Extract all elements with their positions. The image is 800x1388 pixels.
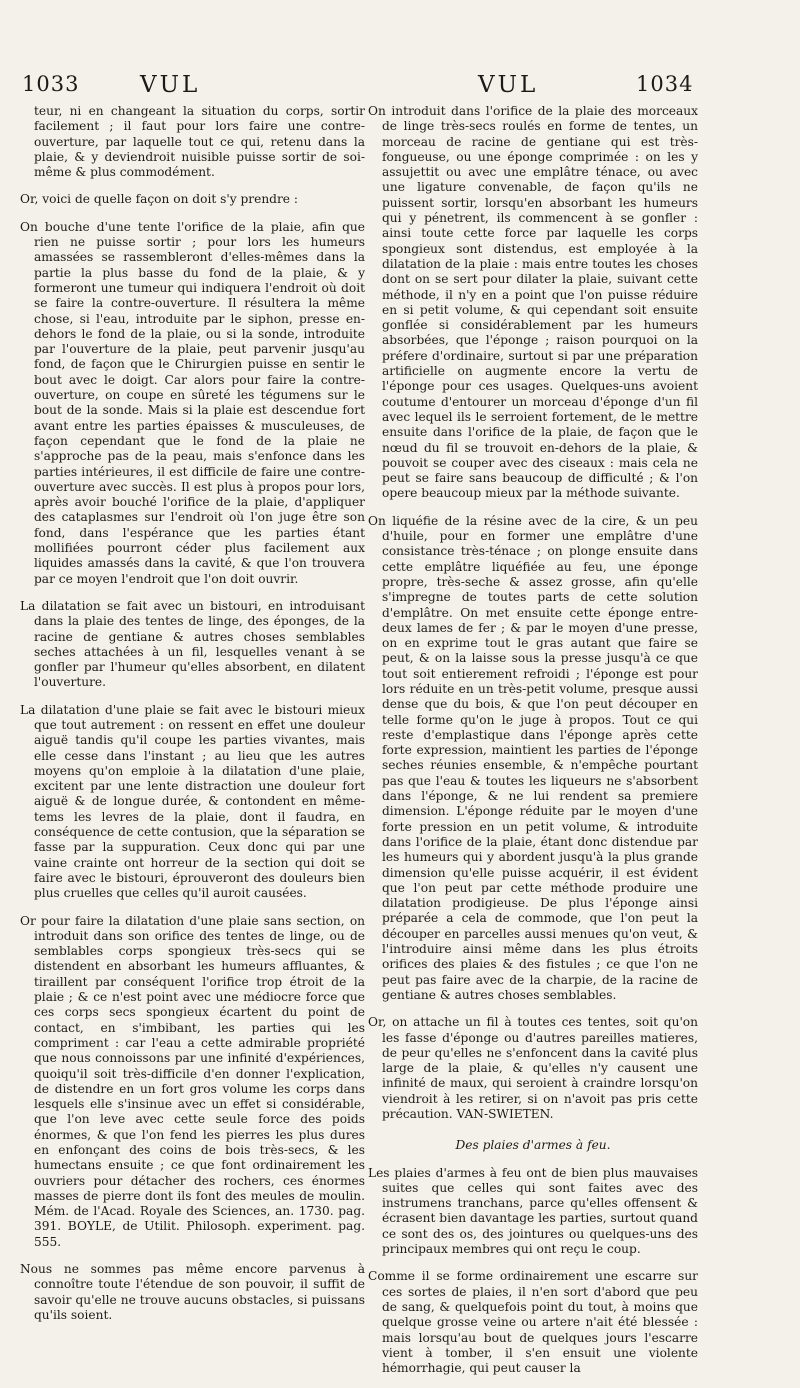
left-column	[20, 104, 365, 1335]
page-number-right: 1034	[636, 72, 694, 96]
paragraph: On liquéfie de la résine avec de la cire, & un peu d'huile, pour en former une emplâtre d'une consistance très-ténace ; on plonge ensuite dans cette emplâtre liquéfiée au feu, une éponge propre, très-seche & assez grosse, afin qu'elle s'impregne de toutes parts de cette solution d'emplâtre. On met ensuite cette éponge entre-deux lames de fer ; & par le moyen d'une presse, on en exprime tout le gras autant que faire se peut, & on la laisse sous la presse jusqu'à ce que tout soit entierement refroidi ; l'éponge est pour lors réduite en un très-petit volume, presque aussi dense que du bois, & que l'on peut découper en telle forme qu'on le juge à propos. Tout ce qui reste d'emplastique dans l'éponge après cette forte expression, maintient les parties de l'éponge seches réunies ensemble, & n'empêche pourtant pas que l'eau & toutes les liqueurs ne s'absorbent dans l'éponge, & ne lui rendent sa premiere dimension. L'éponge réduite par le moyen d'une forte pression en un petit volume, & introduite dans l'orifice de la plaie, étant donc distendue par les humeurs qui y abordent jusqu'à la plus grande dimension qu'elle puisse acquérir, il est évident que l'on peut par cette méthode produire une dilatation prodigieuse. De plus l'éponge ainsi préparée a cela de commode, que l'on peut la découper en parcelles aussi menues qu'on veut, & l'introduire ainsi même dans les plus étroits orifices des plaies & des fistules ; ce que l'on ne peut pas faire avec de la charpie, de la racine de gentiane & autres choses semblables.	[368, 513, 698, 1002]
section-heading: Des plaies d'armes à feu.	[455, 1138, 611, 1153]
paragraph: La dilatation se fait avec un bistouri, en introduisant dans la plaie des tentes de linge, des éponges, de la racine de gentiane & autres choses semblables seches attachées à un fil, lesquelles venant à se gonfler par l'humeur qu'elles absorbent, en dilatent l'ouverture.	[20, 598, 365, 690]
paragraph: Or, voici de quelle façon on doit s'y prendre :	[20, 192, 298, 207]
paragraph: La dilatation d'une plaie se fait avec le bistouri mieux que tout autrement : on ressent en effet une douleur aiguë tandis qu'il coupe les parties vivantes, mais elle cesse dans l'instant ; au lieu que les autres moyens qu'on emploie à la dilatation d'une plaie, excitent par une lente distraction une douleur fort aiguë & de longue durée, & contondent en même-tems les levres de la plaie, dont il faudra, en conséquence de cette contusion, que la séparation se fasse par la suppuration. Ceux donc qui par une vaine crainte ont horreur de la section qui doit se faire avec le bistouri, éprouveront des douleurs bien plus cruelles que celles qu'il auroit causées.	[20, 702, 365, 901]
right-column	[368, 104, 698, 1388]
paragraph: Comme il se forme ordinairement une escarre sur ces sortes de plaies, il n'en sort d'abord que peu de sang, & quelquefois point du tout, à moins que quelque grosse veine ou artere n'ait été blessée : mais lorsqu'au bout de quelques jours l'escarre vient à tomber, il s'en ensuit une violente hémorrhagie, qui peut causer la	[368, 1269, 698, 1376]
paragraph: Les plaies d'armes à feu ont de bien plus mauvaises suites que celles qui sont faites avec des instrumens tranchans, parce qu'elles offensent & écrasent bien davantage les parties, surtout quand ce sont des os, des jointures ou quelques-uns des principaux membres qui ont reçu le coup.	[368, 1165, 698, 1257]
page-number-left: 1033	[22, 72, 80, 96]
paragraph: teur, ni en changeant la situation du corps, sortir facilement ; il faut pour lors faire une contre-ouverture, par laquelle tout ce qui, retenu dans la plaie, & y deviendroit nuisible puisse sortir de soi-même & plus commodément.	[34, 104, 365, 180]
paragraph: On introduit dans l'orifice de la plaie des morceaux de linge très-secs roulés en forme de tentes, un morceau de racine de gentiane qui est très-fongueuse, ou une éponge comprimée : on les y assujettit ou avec une emplâtre ténace, ou avec une ligature convenable, de façon qu'ils ne puissent sortir, lorsqu'en absorbant les humeurs qui y pénetrent, ils commencent à se gonfler : ainsi toute cette force par laquelle les corps spongieux sont distendus, est employée à la dilatation de la plaie : mais entre toutes les choses dont on se sert pour dilater la plaie, suivant cette méthode, il n'y en a point que l'on puisse réduire en si petit volume, & qui cependant soit ensuite gonflée si considérablement par les humeurs absorbées, que l'éponge ; raison pourquoi on la préfere d'ordinaire, surtout si par une préparation artificielle on augmente encore la vertu de l'éponge pour ces usages. Quelques-uns avoient coutume d'entourer un morceau d'éponge d'un fil avec lequel ils le serroient fortement, de le mettre ensuite dans l'orifice de la plaie, de façon que le nœud du fil se trouvoit en-dehors de la plaie, & pouvoit se couper avec des ciseaux : mais cela ne peut se faire sans beaucoup de difficulté ; & l'on opere beaucoup mieux par la méthode suivante.	[368, 104, 698, 501]
running-title-left: VUL	[140, 72, 201, 98]
paragraph: Or, on attache un fil à toutes ces tentes, soit qu'on les fasse d'éponge ou d'autres pareilles matieres, de peur qu'elles ne s'enfoncent dans la cavité plus large de la plaie, & qu'elles n'y causent une infinité de maux, qui seroient à craindre lorsqu'on viendroit à les retirer, si on n'avoit pas pris cette précaution. VAN-SWIETEN.	[368, 1015, 698, 1121]
paragraph: Or pour faire la dilatation d'une plaie sans section, on introduit dans son orifice des tentes de linge, ou de semblables corps spongieux très-secs qui se distendent en absorbant les humeurs affluantes, & tiraillent par conséquent l'orifice trop étroit de la plaie ; & ce n'est point avec une médiocre force que ces corps secs spongieux écartent du point de contact, en s'imbibant, les parties qui les compriment : car l'eau a cette admirable propriété que nous connoissons par une infinité d'expériences, quoiqu'il soit très-difficile d'en donner l'explication, de distendre en un fort gros volume les corps dans lesquels elle s'insinue avec un effet si considérable, que l'on leve avec cette seule force des poids énormes, & que l'on fend les pierres les plus dures en enfonçant des coins de bois très-secs, & les humectans ensuite ; ce que font ordinairement les ouvriers pour détacher des rochers, ces énormes masses de pierre dont ils font des meules de moulin. Mém. de l'Acad. Royale des Sciences, an. 1730. pag. 391. BOYLE, de Utilit. Philosoph. experiment. pag. 555.	[20, 913, 365, 1249]
running-title-right: VUL	[478, 72, 539, 98]
paragraph: On bouche d'une tente l'orifice de la plaie, afin que rien ne puisse sortir ; pour lors les humeurs amassées se rassembleront d'elles-mêmes dans la partie la plus basse du fond de la plaie, & y formeront une tumeur qui indiquera l'endroit où doit se faire la contre-ouverture. Il résultera la même chose, si l'eau, introduite par le siphon, presse en-dehors le fond de la plaie, ou si la sonde, introduite par l'ouverture de la plaie, peut parvenir jusqu'au fond, de façon que le Chirurgien puisse en sentir le bout avec le doigt. Car alors pour faire la contre-ouverture, on coupe en sûreté les tégumens sur le bout de la sonde. Mais si la plaie est descendue fort avant entre les parties épaisses & musculeuses, de façon cependant que le fond de la plaie ne s'approche pas de la peau, mais s'enfonce dans les parties intérieures, il est difficile de faire une contre-ouverture avec succès. Il est plus à propos pour lors, après avoir bouché l'orifice de la plaie, d'appliquer des cataplasmes sur l'endroit où l'on juge être son fond, dans l'espérance que les parties étant mollifiées pourront céder plus facilement aux liquides amassés dans la cavité, & que l'on trouvera par ce moyen l'endroit que l'on doit ouvrir.	[20, 219, 365, 586]
paragraph: Nous ne sommes pas même encore parvenus à connoître toute l'étendue de son pouvoir, il suffit de savoir qu'elle ne trouve aucuns obstacles, si puissans qu'ils soient.	[20, 1262, 365, 1322]
